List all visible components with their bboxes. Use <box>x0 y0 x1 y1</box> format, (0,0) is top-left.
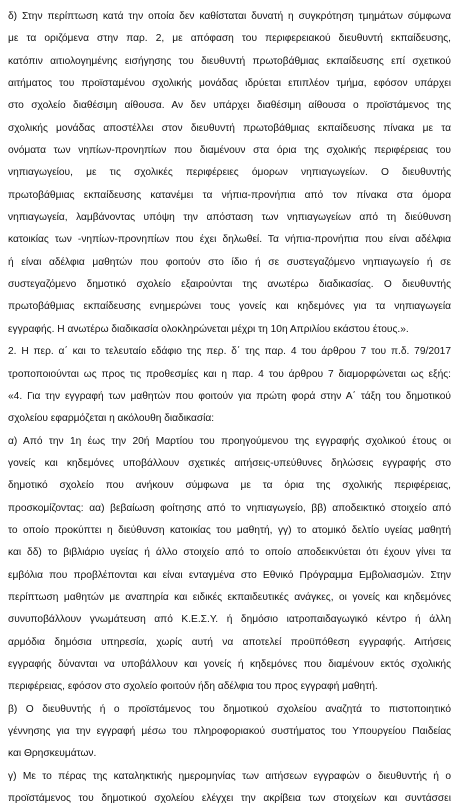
text-line: προϊστάμενος του δημοτικού σχολείου ελέγχει την ακρίβεια των στοιχείων και συντάσσει <box>8 793 451 805</box>
text-line: τροποποιούνται ως προς τις προθεσμίες και η παρ. 4 του άρθρου 7 διαμορφώνεται ως εξής: <box>8 368 451 380</box>
text-line: εγγραφής δύνανται να υποβάλλουν και γονείς ή κηδεμόνες που διαμένουν εκτός σχολικής <box>8 658 451 670</box>
text-line: α) Από την 1η έως την 20ή Μαρτίου του προηγούμενου της εγγραφής σχολικού έτους οι <box>8 435 451 447</box>
text-line: 2. Η περ. α΄ και το τελευταίο εδάφιο της περ. δ΄ της παρ. 4 του άρθρου 7 του π.δ. 79/2017 <box>8 346 451 358</box>
text-line: σχολικής μονάδας αποστέλλει στον διευθυντή πρωτοβάθμιας εκπαίδευσης πίνακα με τα <box>8 122 451 134</box>
text-line: αιτήματος του προϊσταμένου σχολικής μονάδας ιδρύεται επιπλέον τμήμα, εφόσον υπάρχει <box>8 78 451 90</box>
text-line: δ) Στην περίπτωση κατά την οποία δεν καθίσταται δυνατή η συγκρότηση τμημάτων σύμφωνα <box>8 11 451 22</box>
text-line: με τα οριζόμενα στην παρ. 2, με απόφαση του περιφερειακού διευθυντή εκπαίδευσης, <box>8 33 451 45</box>
text-line: και Θρησκευμάτων. <box>8 748 97 760</box>
text-line: κατόπιν αιτιολογημένης εισήγησης του διευθυντή πρωτοβάθμιας εκπαίδευσης επί σχετικού <box>8 55 451 67</box>
text-line: γονείς και κηδεμόνες υποβάλλουν σχετικές αιτήσεις-υπεύθυνες δηλώσεις εγγραφής στο <box>8 457 451 469</box>
text-line: σχολείου εφαρμόζεται η ακόλουθη διαδικασία: <box>8 413 215 425</box>
text-line: δημοτικό σχολείο που ανήκουν σύμφωνα με τα όρια της σχολικής περιφέρειας, <box>8 480 451 492</box>
text-line: συνυποβάλλουν γνωμάτευση από Κ.Ε.Σ.Υ. ή δημόσιο ιατροπαιδαγωγικό κέντρο ή άλλη <box>8 614 451 626</box>
text-line: εμβόλια που προβλέπονται και είναι ενταγμένα στο Εθνικό Πρόγραμμα Εμβολιασμών. Στην <box>8 569 451 581</box>
text-line: περιφέρειας, εφόσον στο σχολείο φοιτούν ήδη αδέλφια του προς εγγραφή μαθητή. <box>8 681 378 693</box>
text-line: γέννησης για την εγγραφή μέσω του πληροφοριακού συστήματος του Υπουργείου Παιδείας <box>8 726 451 737</box>
text-line: προσκομίζοντας: αα) βεβαίωση φοίτησης από το νηπιαγωγείο, ββ) αποδεικτικό στοιχείο από <box>8 502 451 514</box>
text-line: πρωτοβάθμιας εκπαίδευσης κατανέμει τα νήπια-προνήπια από τον πίνακα στα όμορα <box>8 189 451 201</box>
text-line: στο σχολείο διαθέσιμη αίθουσα. Αν δεν υπάρχει διαθέσιμη αίθουσα ο προϊστάμενος της <box>8 100 451 112</box>
text-line: ή είναι αδέλφια μαθητών που φοιτούν στο ίδιο ή σε συστεγαζόμενο νηπιαγωγείο ή σε <box>8 256 451 268</box>
text-line: νηπιαγωγείου, με τις σχολικές περιφέρειες όμορων νηπιαγωγείων. Ο διευθυντής <box>8 167 451 179</box>
text-line: β) Ο διευθυντής ή ο προϊστάμενος του δημοτικού σχολείου αναζητά το πιστοποιητικό <box>8 703 451 715</box>
text-line: κατοικίας των -νηπίων-προνηπίων που έχει δηλωθεί. Τα νήπια-προνήπια που είναι αδέλφια <box>8 234 451 246</box>
text-line: συστεγαζόμενο δημοτικό σχολείο εξαιρούνται της ανωτέρω διαδικασίας. Ο διευθυντής <box>8 279 451 291</box>
text-line: νηπιαγωγεία, λαμβάνοντας υπόψη την απόσταση των νηπιαγωγείων από τη διεύθυνση <box>8 212 451 224</box>
text-line: «4. Για την εγγραφή των μαθητών που φοιτούν για πρώτη φορά στην Α΄ τάξη του δημοτικού <box>8 390 451 402</box>
text-line: γ) Με το πέρας της καταληκτικής ημερομηνίας των αιτήσεων εγγραφών ο διευθυντής ή ο <box>8 770 451 782</box>
text-line: το οποίο προκύπτει η διεύθυνση κατοικίας του μαθητή, γγ) το ατομικό δελτίο υγείας μαθητή <box>8 524 451 536</box>
text-line: εγγραφής. Η ανωτέρω διαδικασία ολοκληρώνεται μέχρι τη 10η Απριλίου εκάστου έτους.». <box>8 323 409 335</box>
text-line: ονόματα των νηπίων-προνηπίων που διαμένουν στα όρια της σχολικής περιφέρειας του <box>8 145 451 157</box>
text-line: πρωτοβάθμιας εκπαίδευσης ενημερώνει τους γονείς και κηδεμόνες για τα νηπιαγωγεία <box>8 301 451 313</box>
text-line: αρμόδια δημόσια υπηρεσία, χωρίς αυτή να αποτελεί προϋπόθεση εγγραφής. Αιτήσεις <box>8 636 451 648</box>
text-line: περίπτωση μαθητών με αναπηρία και ειδικές εκπαιδευτικές ανάγκες, οι γονείς και κηδεμόνες <box>8 591 451 603</box>
text-line: και δδ) το βιβλιάριο υγείας ή άλλο στοιχείο από το οποίο αποδεικνύεται ότι έχουν γίνει τα <box>8 547 451 559</box>
